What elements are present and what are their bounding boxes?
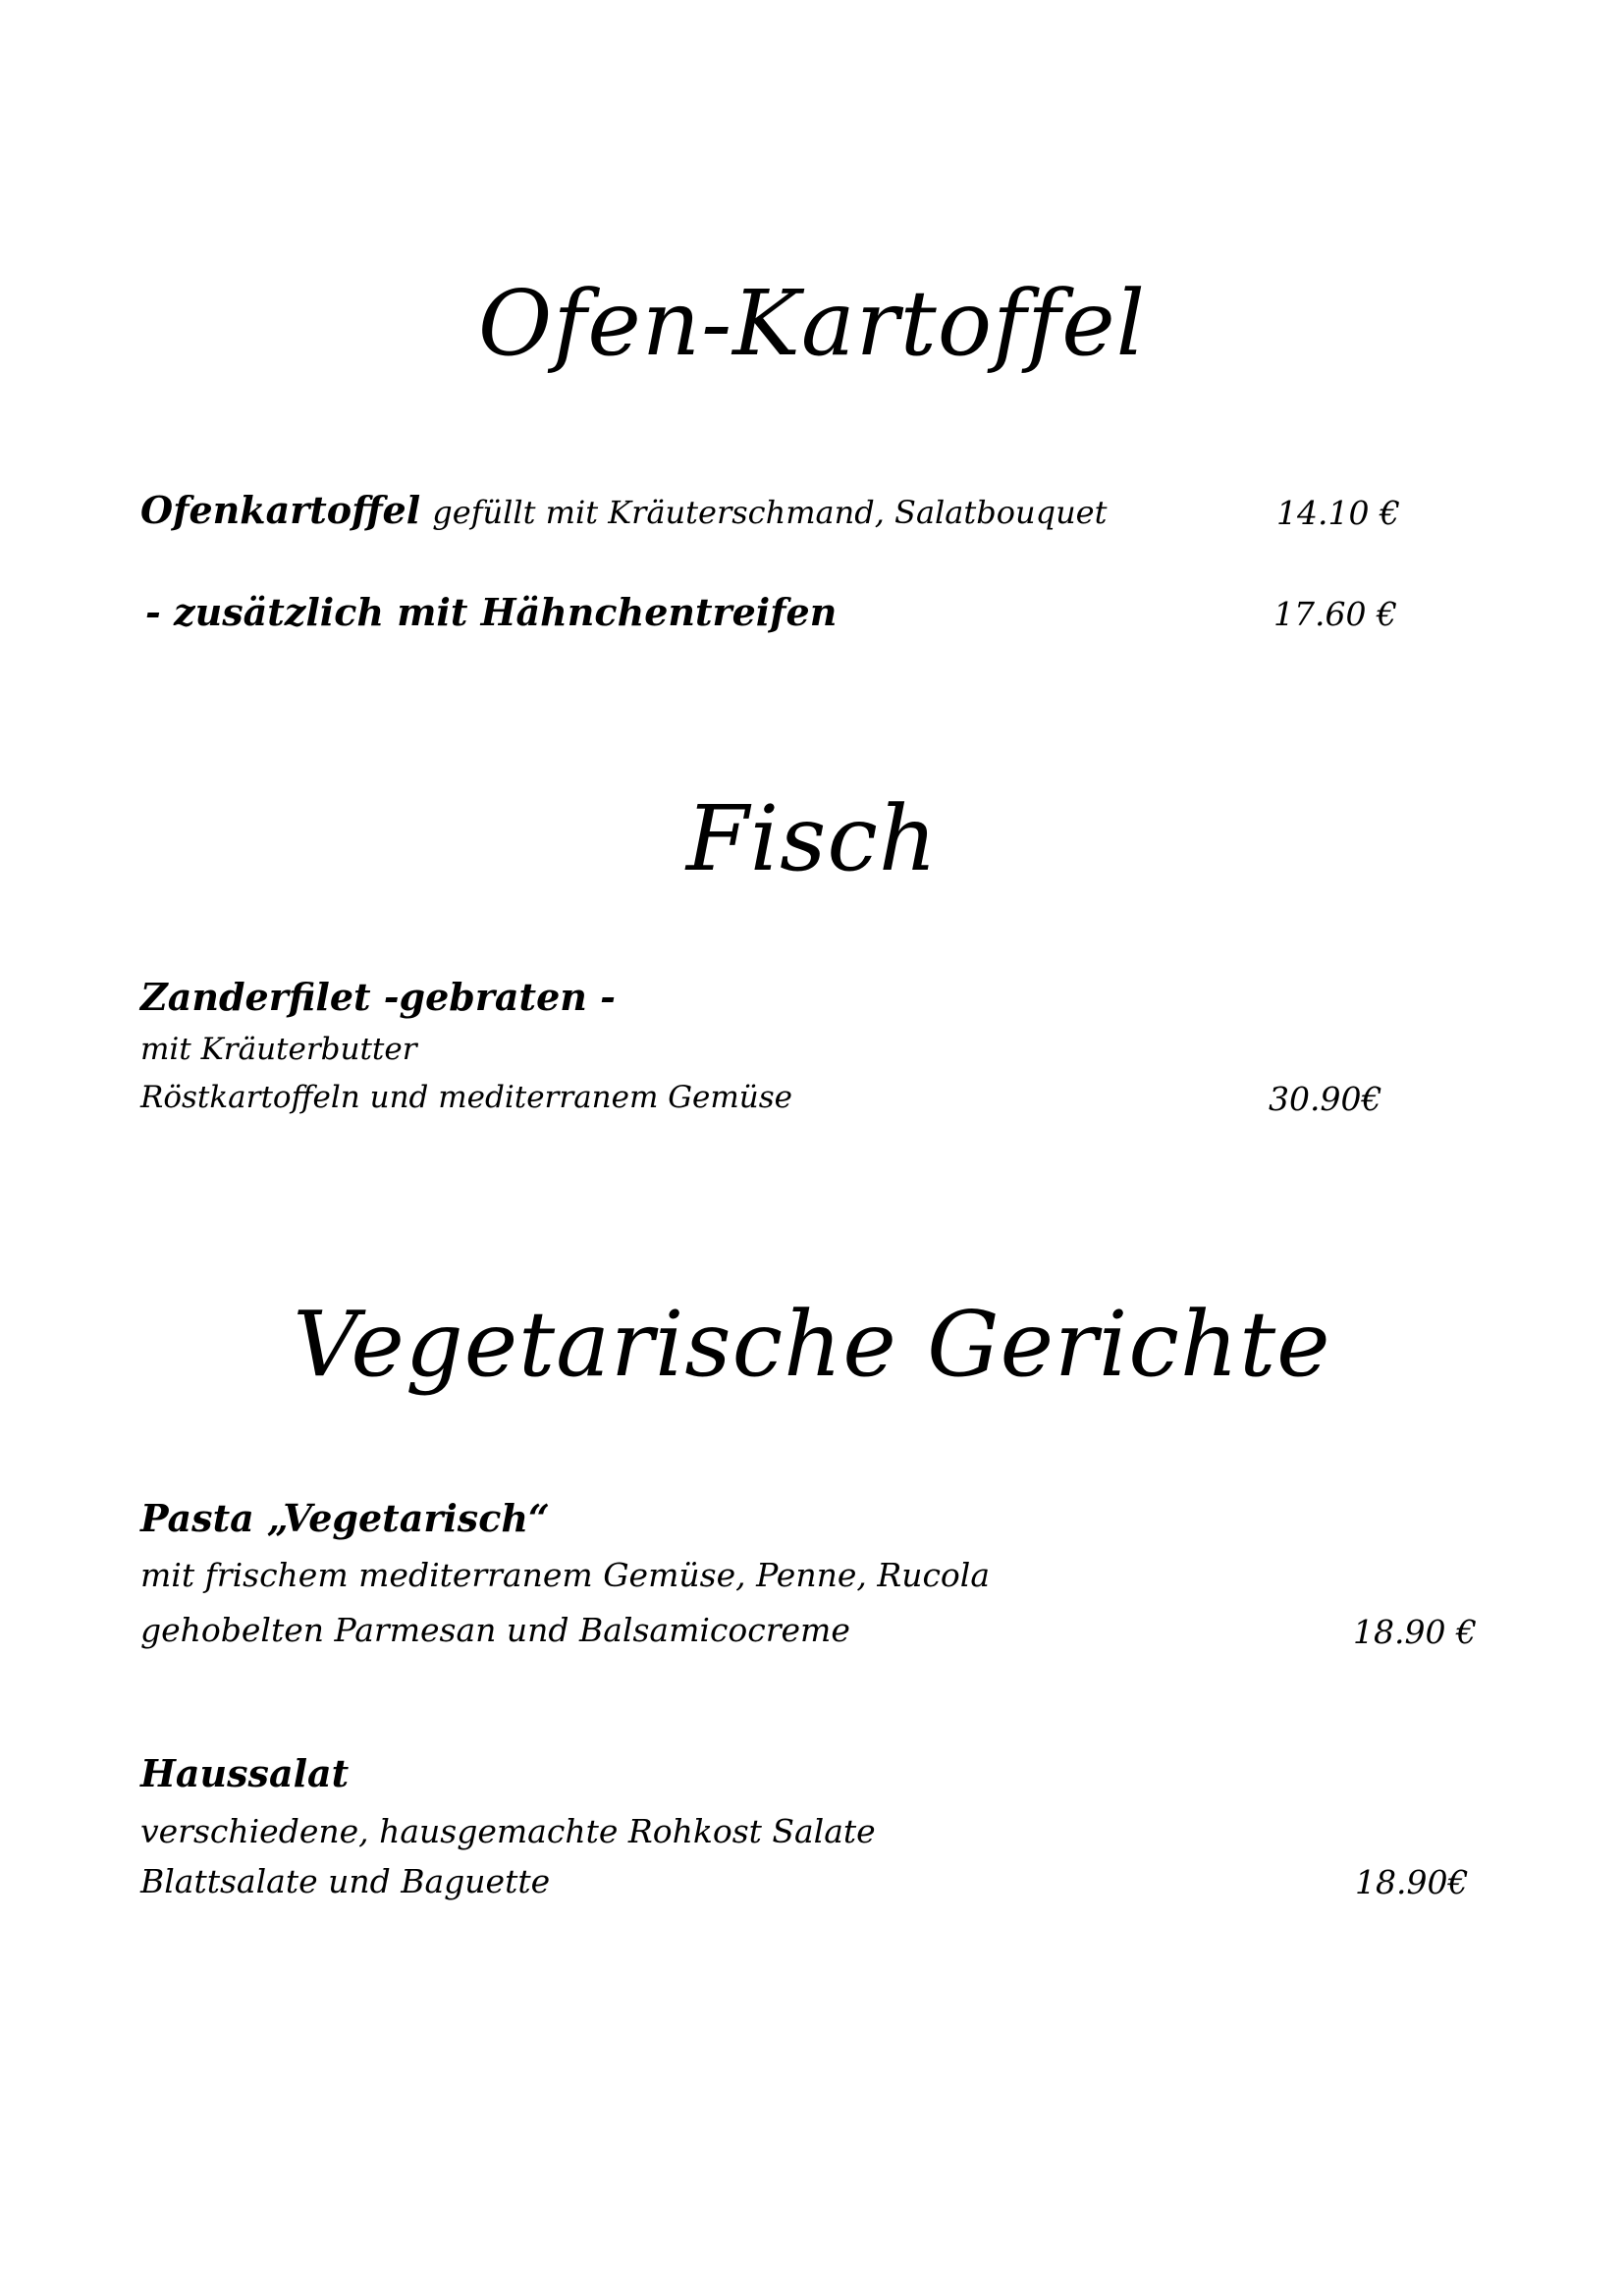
item-price: 14.10 € [1276, 494, 1400, 532]
section-title-fisch: Fisch [685, 786, 939, 891]
item-price: 30.90€ [1269, 1080, 1382, 1118]
item-description: mit Kräuterbutter [140, 1032, 417, 1067]
section-title-ofen-kartoffel: Ofen-Kartoffel [477, 271, 1147, 376]
item-price: 17.60 € [1273, 595, 1397, 633]
item-description: verschiedene, hausgemachte Rohkost Salate [140, 1812, 876, 1850]
menu-item-pasta-vegetarisch: Pasta „Vegetarisch“ [140, 1496, 550, 1540]
item-description: gehobelten Parmesan und Balsamicocreme [140, 1611, 850, 1649]
item-name: Ofenkartoffel [140, 488, 421, 532]
menu-item-haussalat: Haussalat [140, 1751, 350, 1795]
menu-item-zanderfilet: Zanderfilet -gebraten - [140, 975, 616, 1019]
item-price: 18.90 € [1353, 1613, 1477, 1651]
section-title-vegetarische-gerichte: Vegetarische Gerichte [293, 1292, 1331, 1397]
menu-item-haehnchen: - zusätzlich mit Hähnchentreifen [145, 590, 838, 634]
item-price: 18.90€ [1355, 1863, 1469, 1901]
menu-item-ofenkartoffel [140, 488, 1107, 532]
item-description: Blattsalate und Baguette [140, 1862, 551, 1900]
item-description: mit frischem mediterranem Gemüse, Penne, Rucola [140, 1556, 991, 1594]
item-description: gefüllt mit Kräuterschmand, Salatbouquet [432, 494, 1108, 531]
item-description: Röstkartoffeln und mediterranem Gemüse [140, 1080, 792, 1115]
